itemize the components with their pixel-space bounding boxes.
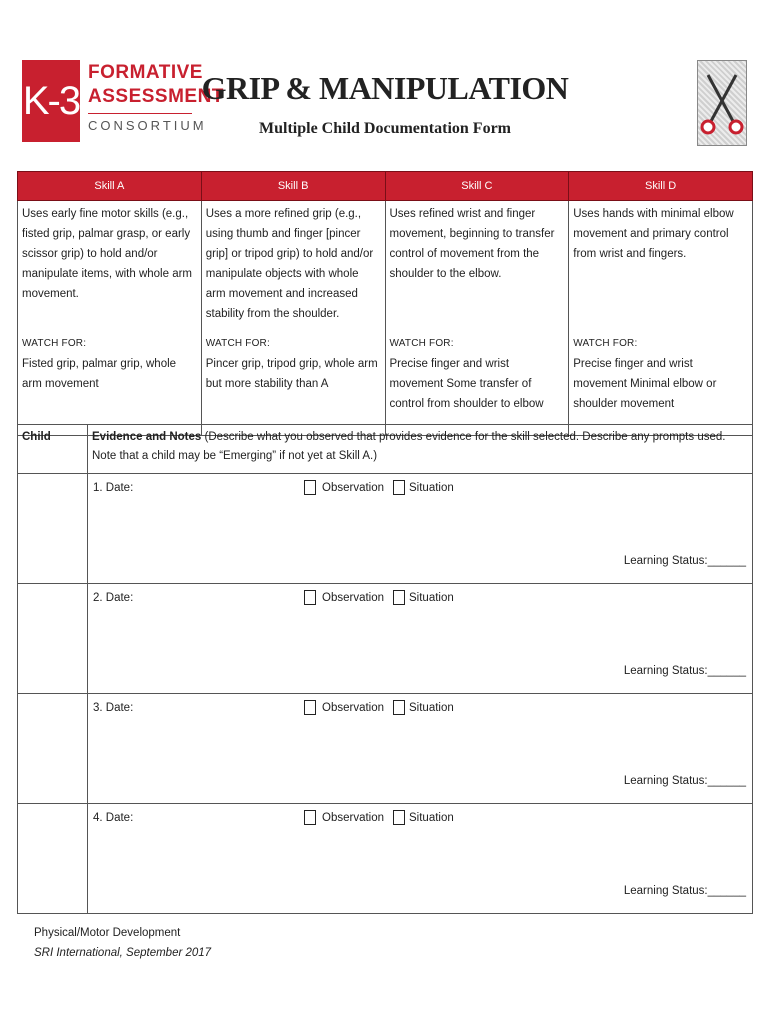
- learning-status: Learning Status:______: [623, 775, 746, 787]
- observation-checkbox-label: Observation: [322, 812, 385, 824]
- logo-line-consortium: CONSORTIUM: [88, 118, 207, 133]
- logo-line-assessment: ASSESSMENT: [88, 86, 224, 107]
- logo-divider: [88, 113, 192, 114]
- child-name-cell[interactable]: [18, 474, 88, 584]
- skills-body-row: [18, 201, 753, 436]
- skill-c-cell: [385, 201, 569, 436]
- date-label: 4. Date:: [93, 812, 134, 824]
- date-label: 3. Date:: [93, 702, 134, 714]
- date-label: 1. Date:: [93, 482, 134, 494]
- observation-checkbox[interactable]: [304, 590, 316, 605]
- situation-checkbox[interactable]: [393, 810, 405, 825]
- observation-header-row: [18, 425, 753, 474]
- date-label: 2. Date:: [93, 592, 134, 604]
- situation-checkbox[interactable]: [393, 480, 405, 495]
- observation-checkbox-label: Observation: [322, 702, 385, 714]
- skill-c-watch-for: Precise finger and wrist movement Some transfer of control from shoulder to elbow: [389, 358, 544, 410]
- observation-entry: [18, 474, 753, 584]
- learning-status: Learning Status:______: [623, 665, 746, 677]
- skill-b-cell: [201, 201, 385, 436]
- observation-checkbox[interactable]: [304, 480, 316, 495]
- observation-checkbox-label: Observation: [322, 592, 385, 604]
- skill-d-header: Skill D: [569, 172, 753, 201]
- evidence-note: (Describe what you observed that provides evidence for the skill selected. Describe any prompts used. Note that a child may be “Emerging” if not yet at Skill A.): [92, 431, 726, 462]
- footer-credit: SRI International, September 2017: [34, 947, 212, 959]
- skill-d-watch-for-label: WATCH FOR:: [573, 338, 638, 349]
- child-header-label: Child: [22, 431, 51, 443]
- page-subtitle: Multiple Child Documentation Form: [259, 120, 511, 137]
- skill-a-header: Skill A: [18, 172, 202, 201]
- skills-table: [17, 171, 753, 436]
- observation-checkbox-label: Observation: [322, 482, 385, 494]
- observation-entry: [18, 694, 753, 804]
- skill-b-header: Skill B: [201, 172, 385, 201]
- child-name-cell[interactable]: [18, 584, 88, 694]
- skills-header-row: [18, 172, 753, 201]
- logo-mark: K-3: [22, 60, 80, 142]
- scissors-icon: [697, 60, 747, 146]
- skill-d-cell: [569, 201, 753, 436]
- situation-checkbox[interactable]: [393, 590, 405, 605]
- observation-table: [17, 424, 753, 914]
- situation-checkbox-label: Situation: [409, 482, 454, 494]
- skill-d-watch-for: Precise finger and wrist movement Minimal elbow or shoulder movement: [573, 358, 717, 410]
- skill-c-header: Skill C: [385, 172, 569, 201]
- k3-logo: [22, 56, 224, 146]
- skill-b-watch-for-label: WATCH FOR:: [205, 338, 270, 349]
- situation-checkbox-label: Situation: [409, 812, 454, 824]
- evidence-cell[interactable]: [88, 474, 753, 584]
- skill-d-description: Uses hands with minimal elbow movement and primary control from wrist and fingers.: [573, 208, 734, 260]
- situation-checkbox-label: Situation: [409, 702, 454, 714]
- evidence-cell[interactable]: [88, 584, 753, 694]
- evidence-column-header: [88, 425, 753, 474]
- child-name-cell[interactable]: [18, 804, 88, 914]
- child-name-cell[interactable]: [18, 694, 88, 804]
- observation-checkbox[interactable]: [304, 810, 316, 825]
- skill-a-watch-for: Fisted grip, palmar grip, whole arm movement: [22, 358, 177, 390]
- footer-domain: Physical/Motor Development: [34, 927, 181, 939]
- evidence-cell[interactable]: [88, 694, 753, 804]
- skill-c-watch-for-label: WATCH FOR:: [389, 338, 454, 349]
- logo-line-formative: FORMATIVE: [88, 62, 203, 83]
- situation-checkbox[interactable]: [393, 700, 405, 715]
- learning-status: Learning Status:______: [623, 885, 746, 897]
- child-column-header: [18, 425, 88, 474]
- skill-b-watch-for: Pincer grip, tripod grip, whole arm but more stability than A: [205, 358, 378, 390]
- evidence-header-label: Evidence and Notes: [92, 431, 202, 443]
- skill-a-description: Uses early fine motor skills (e.g., fisted grip, palmar grasp, or early scissor grip) to hold and/or manipulate items, with whole arm movement.: [22, 208, 193, 300]
- skill-a-cell: [18, 201, 202, 436]
- page-title: GRIP & MANIPULATION: [201, 70, 569, 106]
- evidence-cell[interactable]: [88, 804, 753, 914]
- observation-entry: [18, 804, 753, 914]
- skill-b-description: Uses a more refined grip (e.g., using thumb and finger [pincer grip] or tripod grip) to hold and/or manipulate objects with whole arm movement and increased stability from the shoulder.: [205, 208, 374, 320]
- observation-checkbox[interactable]: [304, 700, 316, 715]
- learning-status: Learning Status:______: [623, 555, 746, 567]
- situation-checkbox-label: Situation: [409, 592, 454, 604]
- observation-entry: [18, 584, 753, 694]
- skill-a-watch-for-label: WATCH FOR:: [22, 338, 87, 349]
- skill-c-description: Uses refined wrist and finger movement, beginning to transfer control of movement from the shoulder to the elbow.: [389, 208, 555, 280]
